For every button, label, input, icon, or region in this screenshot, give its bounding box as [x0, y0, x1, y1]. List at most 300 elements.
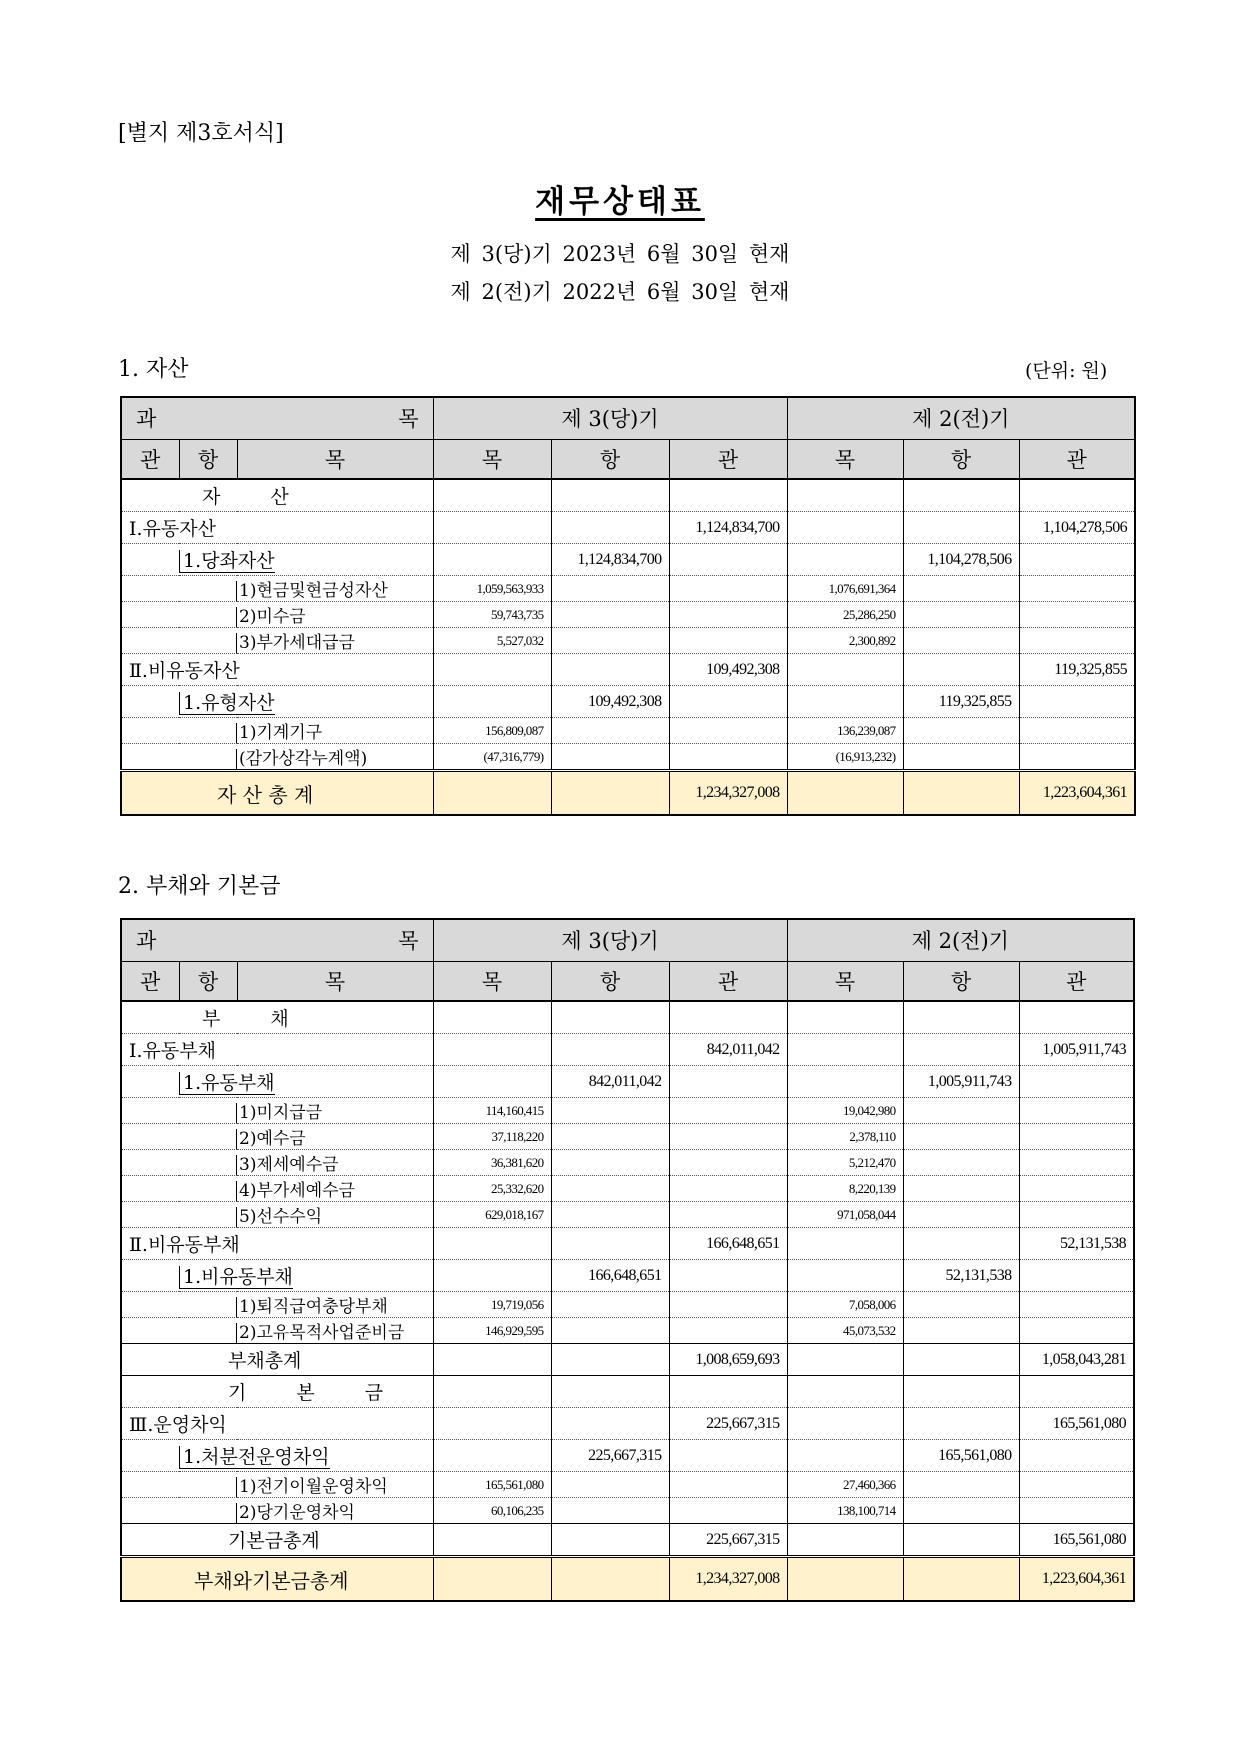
header-row-levels: [121, 439, 1135, 479]
cell-prev-hang: [903, 628, 1019, 654]
cell-prev-hang: [903, 576, 1019, 602]
row-label-text: 1.비유동부채: [179, 1266, 293, 1289]
cell-cur-gwan: 1,008,659,693: [669, 1344, 787, 1376]
cell-prev-mok: 2,300,892: [787, 628, 903, 654]
table-row: [121, 1318, 1134, 1344]
header-subject: [121, 919, 433, 961]
cell-cur-gwan: 1,234,327,008: [669, 771, 787, 816]
cell-cur-mok: [433, 1034, 551, 1066]
row-label-text: 1.처분전운영차익: [179, 1446, 330, 1469]
row-label: [121, 686, 433, 718]
cell-cur-mok: 59,743,735: [433, 602, 551, 628]
cell-prev-gwan: 1,005,911,743: [1019, 1034, 1134, 1066]
cell-cur-hang: [551, 1001, 669, 1034]
cell-prev-hang: [903, 1498, 1019, 1524]
row-label-text: 3)부가세대급금: [236, 633, 355, 653]
table-row: [121, 1344, 1134, 1376]
row-label: [121, 1260, 433, 1292]
row-label: [121, 1318, 433, 1344]
cell-prev-hang: [903, 512, 1019, 544]
header-gwan: 관: [1019, 961, 1134, 1001]
row-label-text: 1)전기이월운영차익: [236, 1477, 388, 1497]
cell-cur-gwan: 109,492,308: [669, 654, 787, 686]
cell-prev-gwan: [1019, 1001, 1134, 1034]
cell-cur-hang: [551, 602, 669, 628]
header-current-period: 제 3(당)기: [433, 919, 787, 961]
cell-cur-mok: 60,106,235: [433, 1498, 551, 1524]
cell-cur-gwan: [669, 744, 787, 771]
row-label: [121, 544, 433, 576]
row-label: [121, 512, 433, 544]
cell-prev-hang: [903, 1034, 1019, 1066]
cell-prev-mok: 138,100,714: [787, 1498, 903, 1524]
cell-cur-mok: [433, 1001, 551, 1034]
total-label: 부채와기본금총계: [194, 1568, 349, 1593]
cell-prev-hang: [903, 1557, 1019, 1602]
row-label-text: 2)고유목적사업준비금: [236, 1323, 404, 1343]
cell-prev-mok: [787, 686, 903, 718]
table-row: [121, 1228, 1134, 1260]
cell-prev-hang: [903, 1344, 1019, 1376]
cell-prev-mok: 25,286,250: [787, 602, 903, 628]
cell-cur-mok: [433, 1066, 551, 1098]
cell-prev-hang: [903, 602, 1019, 628]
cell-prev-gwan: [1019, 544, 1135, 576]
cell-cur-hang: [551, 1318, 669, 1344]
table-row: [121, 1098, 1134, 1124]
table-row: [121, 1498, 1134, 1524]
cell-cur-hang: [551, 1150, 669, 1176]
header-row-periods: [121, 397, 1135, 439]
cell-prev-hang: [903, 1472, 1019, 1498]
cell-cur-gwan: [669, 1176, 787, 1202]
row-label-text: 1.유형자산: [179, 692, 275, 715]
cell-cur-gwan: [669, 718, 787, 744]
cell-cur-hang: 1,124,834,700: [551, 544, 669, 576]
cell-prev-gwan: [1019, 1260, 1134, 1292]
cell-prev-hang: [903, 1176, 1019, 1202]
cell-prev-mok: 5,212,470: [787, 1150, 903, 1176]
header-hang: 항: [551, 439, 669, 479]
cell-prev-mok: 45,073,532: [787, 1318, 903, 1344]
cell-cur-mok: 36,381,620: [433, 1150, 551, 1176]
cell-cur-gwan: [669, 602, 787, 628]
cell-prev-gwan: [1019, 1124, 1134, 1150]
row-label-text: 1)미지급금: [236, 1103, 322, 1123]
cell-prev-hang: 165,561,080: [903, 1440, 1019, 1472]
row-label: [121, 1124, 433, 1150]
cell-cur-hang: 166,648,651: [551, 1260, 669, 1292]
table-row: [121, 1292, 1134, 1318]
section-title-assets: 1. 자산: [118, 357, 189, 382]
row-label-text: 기본금총계: [228, 1530, 320, 1552]
cell-cur-hang: [551, 576, 669, 602]
cell-cur-mok: [433, 479, 551, 512]
row-label: [121, 771, 433, 816]
row-label: [121, 1001, 433, 1034]
cell-prev-mok: [787, 1034, 903, 1066]
cell-prev-hang: [903, 1292, 1019, 1318]
document-title: 재무상태표: [535, 184, 705, 220]
cell-prev-gwan: [1019, 1176, 1134, 1202]
cell-prev-hang: [903, 1408, 1019, 1440]
cell-prev-gwan: 119,325,855: [1019, 654, 1135, 686]
header-gwan: 관: [669, 439, 787, 479]
table-row: [121, 576, 1135, 602]
cell-prev-mok: 1,076,691,364: [787, 576, 903, 602]
cell-cur-mok: 146,929,595: [433, 1318, 551, 1344]
header-subject-left: 과: [136, 407, 157, 432]
row-label: [121, 1557, 433, 1602]
table-row: [121, 1524, 1134, 1557]
table-row: [121, 744, 1135, 771]
row-label: [121, 1292, 433, 1318]
table-row: [121, 1001, 1134, 1034]
period-current: 제 3(당)기 2023년 6월 30일 현재: [450, 242, 790, 266]
cell-cur-hang: [551, 1124, 669, 1150]
header-gwan: 관: [1019, 439, 1135, 479]
table-row: [121, 1066, 1134, 1098]
cell-prev-mok: [787, 1344, 903, 1376]
row-label-text: 1)기계기구: [236, 723, 322, 743]
cell-cur-mok: [433, 1524, 551, 1557]
cell-prev-hang: [903, 744, 1019, 771]
cell-prev-mok: 7,058,006: [787, 1292, 903, 1318]
cell-cur-gwan: [669, 686, 787, 718]
cell-cur-mok: [433, 1344, 551, 1376]
header-mok: 목: [237, 439, 433, 479]
cell-cur-mok: [433, 1376, 551, 1408]
cell-cur-gwan: [669, 1472, 787, 1498]
header-subject-right: 목: [398, 929, 419, 954]
cell-cur-gwan: [669, 1124, 787, 1150]
header-previous-period: 제 2(전)기: [787, 919, 1134, 961]
cell-cur-mok: 1,059,563,933: [433, 576, 551, 602]
cell-prev-hang: [903, 479, 1019, 512]
cell-cur-hang: [551, 654, 669, 686]
cell-prev-gwan: [1019, 1292, 1134, 1318]
heading-label: 기 본 금: [228, 1382, 406, 1404]
cell-cur-gwan: 842,011,042: [669, 1034, 787, 1066]
cell-cur-gwan: [669, 1376, 787, 1408]
cell-prev-gwan: [1019, 718, 1135, 744]
cell-cur-gwan: 1,234,327,008: [669, 1557, 787, 1602]
cell-cur-mok: [433, 771, 551, 816]
header-mok: 목: [787, 961, 903, 1001]
cell-prev-mok: [787, 479, 903, 512]
cell-cur-mok: [433, 1228, 551, 1260]
header-mok: 목: [787, 439, 903, 479]
cell-cur-gwan: [669, 1202, 787, 1228]
cell-prev-hang: [903, 1150, 1019, 1176]
cell-cur-hang: [551, 1176, 669, 1202]
table-row: [121, 1150, 1134, 1176]
cell-cur-gwan: [669, 479, 787, 512]
cell-prev-gwan: [1019, 628, 1135, 654]
row-label-text: 1.유동부채: [179, 1072, 275, 1095]
cell-prev-hang: [903, 1001, 1019, 1034]
cell-cur-mok: [433, 512, 551, 544]
cell-cur-mok: [433, 544, 551, 576]
cell-prev-gwan: [1019, 1318, 1134, 1344]
row-label-text: 1.당좌자산: [179, 550, 275, 573]
cell-prev-hang: [903, 718, 1019, 744]
table-row: [121, 1124, 1134, 1150]
row-label: [121, 479, 433, 512]
cell-cur-mok: 156,809,087: [433, 718, 551, 744]
header-subject-left: 과: [136, 929, 157, 954]
cell-prev-gwan: [1019, 479, 1135, 512]
header-mok: 목: [433, 961, 551, 1001]
cell-cur-hang: 109,492,308: [551, 686, 669, 718]
cell-prev-mok: 8,220,139: [787, 1176, 903, 1202]
cell-cur-hang: [551, 1376, 669, 1408]
header-subject: [121, 397, 433, 439]
header-row-periods: [121, 919, 1134, 961]
cell-prev-gwan: [1019, 1376, 1134, 1408]
row-label-text: Ⅰ.유동부채: [129, 1040, 216, 1062]
header-hang: 항: [903, 439, 1019, 479]
row-label-text: 2)미수금: [236, 607, 306, 627]
cell-cur-hang: [551, 1344, 669, 1376]
table-row: [121, 654, 1135, 686]
cell-cur-gwan: [669, 1066, 787, 1098]
table-row: [121, 628, 1135, 654]
row-label-text: 2)예수금: [236, 1129, 306, 1149]
table-row: [121, 1408, 1134, 1440]
header-hang: 항: [551, 961, 669, 1001]
cell-cur-gwan: [669, 1318, 787, 1344]
table-row: [121, 1472, 1134, 1498]
row-label: [121, 1344, 433, 1376]
cell-cur-hang: [551, 479, 669, 512]
assets-table: [120, 396, 1136, 816]
cell-cur-hang: [551, 628, 669, 654]
total-row: [121, 1557, 1134, 1602]
row-label-text: 4)부가세예수금: [236, 1181, 355, 1201]
heading-label: 자 산: [202, 486, 311, 508]
cell-cur-gwan: [669, 1001, 787, 1034]
cell-cur-mok: 37,118,220: [433, 1124, 551, 1150]
cell-cur-gwan: 225,667,315: [669, 1408, 787, 1440]
cell-prev-mok: 19,042,980: [787, 1098, 903, 1124]
row-label: [121, 1228, 433, 1260]
cell-prev-gwan: [1019, 1098, 1134, 1124]
row-label: [121, 1098, 433, 1124]
cell-prev-gwan: 1,223,604,361: [1019, 1557, 1134, 1602]
cell-prev-mok: [787, 1440, 903, 1472]
header-gwan: 관: [121, 961, 179, 1001]
cell-cur-mok: [433, 686, 551, 718]
cell-cur-hang: 225,667,315: [551, 1440, 669, 1472]
cell-prev-mok: [787, 1376, 903, 1408]
cell-cur-mok: 114,160,415: [433, 1098, 551, 1124]
row-label: [121, 1472, 433, 1498]
liabilities-table: [120, 918, 1135, 1602]
header-gwan: 관: [121, 439, 179, 479]
cell-prev-gwan: [1019, 1202, 1134, 1228]
cell-prev-hang: [903, 1202, 1019, 1228]
row-label-text: 부채총계: [228, 1350, 302, 1372]
row-label: [121, 718, 433, 744]
cell-prev-gwan: 165,561,080: [1019, 1408, 1134, 1440]
cell-cur-hang: [551, 1557, 669, 1602]
cell-cur-mok: [433, 1440, 551, 1472]
table-row: [121, 1202, 1134, 1228]
row-label: [121, 628, 433, 654]
cell-cur-gwan: [669, 1098, 787, 1124]
cell-cur-hang: [551, 1202, 669, 1228]
cell-prev-mok: [787, 1228, 903, 1260]
header-hang: 항: [903, 961, 1019, 1001]
header-row-levels: [121, 961, 1134, 1001]
row-label: [121, 576, 433, 602]
cell-cur-hang: [551, 1292, 669, 1318]
cell-prev-gwan: [1019, 1150, 1134, 1176]
cell-prev-mok: 2,378,110: [787, 1124, 903, 1150]
cell-cur-hang: [551, 1498, 669, 1524]
total-label: 자 산 총 계: [217, 782, 314, 807]
header-subject-right: 목: [398, 407, 419, 432]
cell-prev-gwan: [1019, 1066, 1134, 1098]
cell-prev-hang: [903, 1124, 1019, 1150]
table-row: [121, 718, 1135, 744]
cell-prev-gwan: 1,058,043,281: [1019, 1344, 1134, 1376]
table-row: [121, 479, 1135, 512]
cell-prev-hang: [903, 1228, 1019, 1260]
row-label: [121, 1202, 433, 1228]
form-label: [별지 제3호서식]: [118, 121, 284, 146]
cell-cur-mok: 25,332,620: [433, 1176, 551, 1202]
row-label: [121, 1498, 433, 1524]
cell-prev-gwan: [1019, 1498, 1134, 1524]
row-label-text: Ⅱ.비유동자산: [129, 660, 240, 682]
row-label-text: Ⅲ.운영차익: [129, 1414, 227, 1436]
row-label: [121, 1150, 433, 1176]
cell-prev-hang: 1,005,911,743: [903, 1066, 1019, 1098]
cell-cur-hang: [551, 512, 669, 544]
cell-cur-hang: [551, 1228, 669, 1260]
cell-prev-gwan: [1019, 744, 1135, 771]
row-label-text: 1)현금및현금성자산: [236, 581, 388, 601]
table-row: [121, 686, 1135, 718]
row-label: [121, 602, 433, 628]
cell-prev-hang: 52,131,538: [903, 1260, 1019, 1292]
cell-cur-gwan: [669, 576, 787, 602]
row-label-text: 2)당기운영차익: [236, 1503, 355, 1523]
cell-cur-mok: [433, 1408, 551, 1440]
header-hang: 항: [179, 439, 237, 479]
table-row: [121, 1034, 1134, 1066]
cell-prev-mok: [787, 512, 903, 544]
table-row: [121, 512, 1135, 544]
cell-cur-gwan: [669, 1440, 787, 1472]
cell-cur-hang: [551, 718, 669, 744]
cell-prev-gwan: [1019, 576, 1135, 602]
row-label: [121, 1034, 433, 1066]
cell-prev-hang: 119,325,855: [903, 686, 1019, 718]
cell-prev-hang: [903, 771, 1019, 816]
cell-prev-gwan: [1019, 1440, 1134, 1472]
cell-cur-gwan: [669, 1498, 787, 1524]
cell-prev-mok: (16,913,232): [787, 744, 903, 771]
row-label: [121, 1176, 433, 1202]
cell-cur-hang: [551, 1034, 669, 1066]
cell-prev-mok: [787, 1524, 903, 1557]
row-label: [121, 654, 433, 686]
row-label-text: Ⅱ.비유동부채: [129, 1234, 240, 1256]
cell-prev-hang: 1,104,278,506: [903, 544, 1019, 576]
cell-cur-gwan: [669, 544, 787, 576]
period-previous: 제 2(전)기 2022년 6월 30일 현재: [450, 280, 790, 304]
cell-cur-gwan: [669, 628, 787, 654]
cell-cur-mok: [433, 1557, 551, 1602]
cell-prev-gwan: [1019, 1472, 1134, 1498]
row-label-text: 3)제세예수금: [236, 1155, 339, 1175]
header-hang: 항: [179, 961, 237, 1001]
cell-prev-gwan: [1019, 686, 1135, 718]
cell-prev-mok: [787, 1408, 903, 1440]
cell-cur-mok: [433, 1260, 551, 1292]
row-label: [121, 744, 433, 771]
cell-cur-mok: 5,527,032: [433, 628, 551, 654]
row-label: [121, 1524, 433, 1557]
cell-prev-mok: [787, 654, 903, 686]
table-row: [121, 1440, 1134, 1472]
row-label: [121, 1066, 433, 1098]
cell-cur-hang: 842,011,042: [551, 1066, 669, 1098]
row-label: [121, 1408, 433, 1440]
table-row: [121, 1176, 1134, 1202]
table-row: [121, 602, 1135, 628]
header-current-period: 제 3(당)기: [433, 397, 787, 439]
header-mok: 목: [237, 961, 433, 1001]
cell-cur-hang: [551, 1524, 669, 1557]
cell-prev-hang: [903, 1376, 1019, 1408]
cell-cur-mok: [433, 654, 551, 686]
cell-cur-gwan: 166,648,651: [669, 1228, 787, 1260]
cell-cur-hang: [551, 1098, 669, 1124]
cell-cur-mok: (47,316,779): [433, 744, 551, 771]
cell-cur-gwan: 1,124,834,700: [669, 512, 787, 544]
total-row: [121, 771, 1135, 816]
cell-cur-gwan: 225,667,315: [669, 1524, 787, 1557]
cell-cur-mok: 19,719,056: [433, 1292, 551, 1318]
cell-prev-mok: 136,239,087: [787, 718, 903, 744]
cell-cur-mok: 629,018,167: [433, 1202, 551, 1228]
cell-prev-hang: [903, 1318, 1019, 1344]
cell-prev-gwan: 1,223,604,361: [1019, 771, 1135, 816]
row-label-text: Ⅰ.유동자산: [129, 518, 216, 540]
cell-cur-gwan: [669, 1260, 787, 1292]
cell-prev-hang: [903, 1098, 1019, 1124]
cell-prev-mok: [787, 1066, 903, 1098]
cell-prev-mok: 27,460,366: [787, 1472, 903, 1498]
cell-prev-mok: [787, 771, 903, 816]
row-label: [121, 1376, 433, 1408]
table-row: [121, 544, 1135, 576]
cell-prev-gwan: 1,104,278,506: [1019, 512, 1135, 544]
row-label-text: 5)선수수익: [236, 1207, 322, 1227]
cell-cur-hang: [551, 1472, 669, 1498]
header-gwan: 관: [669, 961, 787, 1001]
cell-cur-gwan: [669, 1292, 787, 1318]
cell-cur-hang: [551, 1408, 669, 1440]
table-row: [121, 1376, 1134, 1408]
cell-prev-mok: [787, 544, 903, 576]
header-previous-period: 제 2(전)기: [787, 397, 1135, 439]
cell-cur-hang: [551, 771, 669, 816]
